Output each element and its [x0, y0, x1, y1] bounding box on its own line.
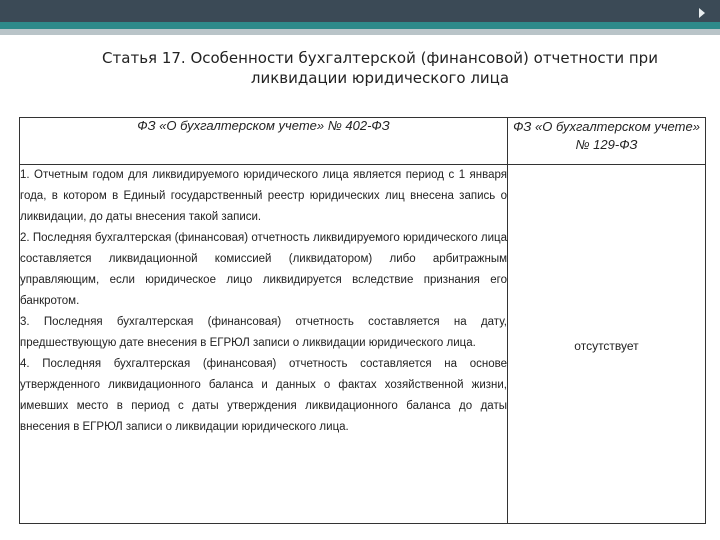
absent-value: отсутствует	[574, 339, 639, 353]
comparison-table	[19, 117, 706, 524]
triangle-icon	[699, 8, 705, 18]
top-banner-accent	[0, 22, 720, 29]
page-title: Статья 17. Особенности бухгалтерской (финансовой) отчетности при ликвидации юридического лица	[102, 49, 658, 87]
table-header-row	[20, 118, 706, 165]
list-item: 1. Отчетным годом для ликвидируемого юридического лица является период с 1 января года, в котором в Единый государственный реестр юридических лиц внесена запись о ликвидации, до даты внесения такой записи.	[20, 169, 507, 223]
header-right: ФЗ «О бухгалтерском учете» № 129-ФЗ	[508, 118, 706, 165]
list-item: 3. Последняя бухгалтерская (финансовая) отчетность составляется на дату, предшествующую дате внесения в ЕГРЮЛ записи о ликвидации юридического лица.	[20, 316, 507, 349]
table-row	[20, 165, 706, 524]
left-cell	[20, 165, 508, 524]
top-banner	[0, 0, 720, 22]
list-item: 4. Последняя бухгалтерская (финансовая) отчетность составляется на основе утвержденного ликвидационного баланса и данных о фактах хозяйственной жизни, имевших место в период с даты утверждения ликвидационного баланса до даты внесения в ЕГРЮЛ записи о ликвидации юридического лица.	[20, 358, 507, 433]
right-cell	[508, 165, 706, 524]
list-item: 2. Последняя бухгалтерская (финансовая) отчетность ликвидируемого юридического лица составляется ликвидационной комиссией (ликвидатором) либо арбитражным управляющим, если юридическое лицо ликвидируется вследствие признания его банкротом.	[20, 232, 507, 307]
header-left: ФЗ «О бухгалтерском учете» № 402-ФЗ	[20, 118, 508, 165]
top-banner-stripe	[0, 29, 720, 35]
